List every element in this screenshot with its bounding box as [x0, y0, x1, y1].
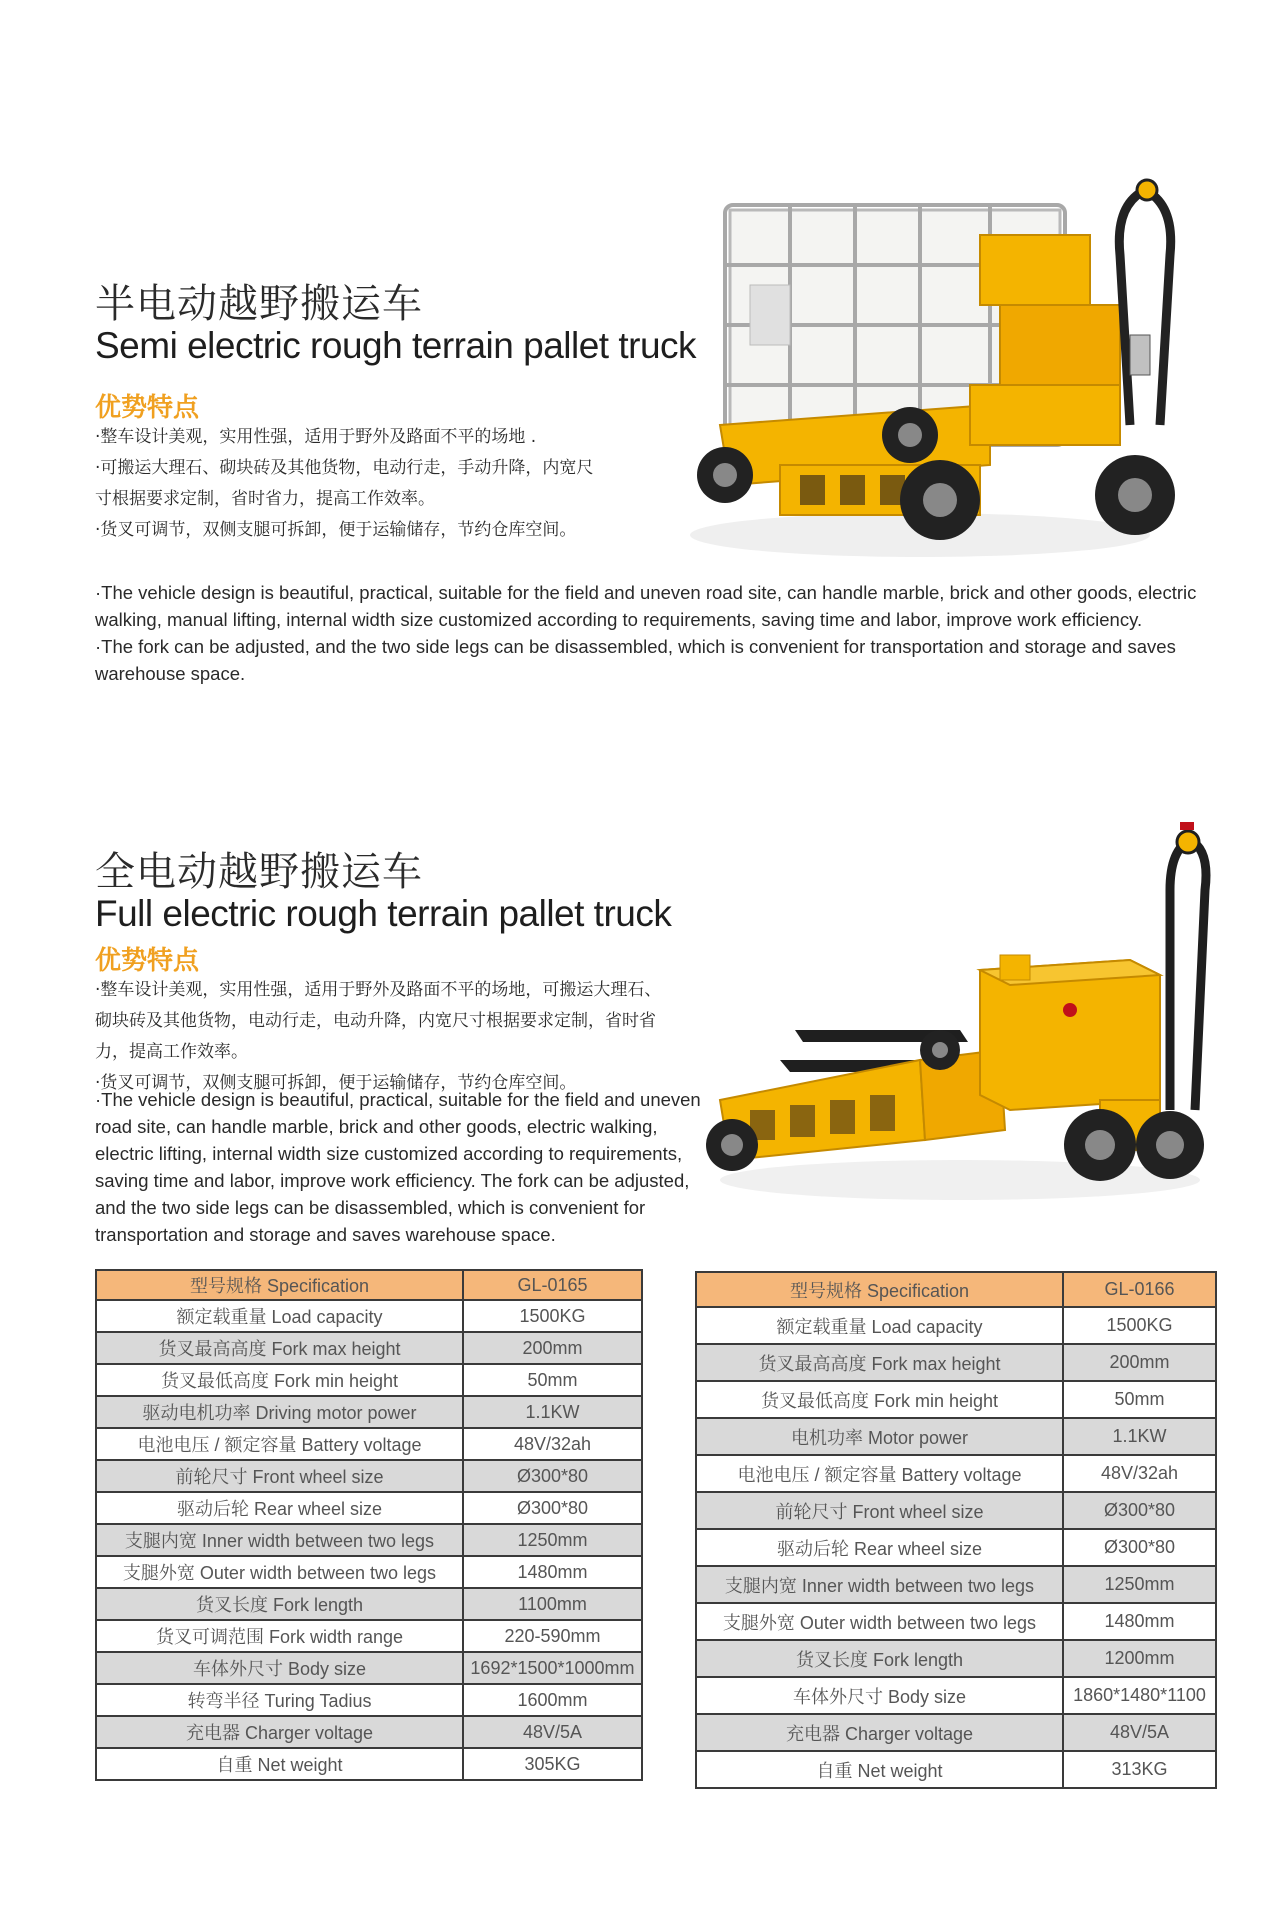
spec-label: 货叉最低高度 Fork min height — [96, 1364, 463, 1396]
product1-cn-line: 寸根据要求定制，省时省力，提高工作效率。 — [95, 489, 435, 509]
spec-value: Ø300*80 — [463, 1492, 642, 1524]
product2-title-en: Full electric rough terrain pallet truck — [95, 893, 672, 934]
spec-value: 48V/5A — [1063, 1714, 1216, 1751]
spec-value: 200mm — [463, 1332, 642, 1364]
spec-value: 48V/32ah — [1063, 1455, 1216, 1492]
spec-value: 1480mm — [1063, 1603, 1216, 1640]
spec-value: Ø300*80 — [1063, 1492, 1216, 1529]
table-row — [96, 1652, 642, 1684]
product2-en-line: road site, can handle marble, brick and other goods, electric walking, — [95, 1116, 658, 1137]
spec-label: 自重 Net weight — [96, 1748, 463, 1780]
spec-label: 支腿内宽 Inner width between two legs — [696, 1566, 1063, 1603]
table-row — [96, 1716, 642, 1748]
table-row — [696, 1307, 1216, 1344]
spec-value: 1250mm — [463, 1524, 642, 1556]
table-row — [696, 1677, 1216, 1714]
spec-value: 1100mm — [463, 1588, 642, 1620]
product1-en-line: warehouse space. — [95, 663, 246, 684]
spec-value: 305KG — [463, 1748, 642, 1780]
table-row — [96, 1748, 642, 1780]
spec-label: 自重 Net weight — [696, 1751, 1063, 1788]
spec-value: 50mm — [463, 1364, 642, 1396]
product2-en-description — [95, 1086, 715, 1248]
product2-truck-image — [700, 810, 1220, 1210]
table-row — [96, 1300, 642, 1332]
table-row — [696, 1344, 1216, 1381]
spec-label: 车体外尺寸 Body size — [696, 1677, 1063, 1714]
spec-table-gl-0165 — [95, 1269, 643, 1781]
table-row — [696, 1455, 1216, 1492]
product2-cn-description — [95, 975, 715, 1099]
spec-value: 1692*1500*1000mm — [463, 1652, 642, 1684]
spec-table-gl-0166 — [695, 1271, 1217, 1789]
spec-value: 48V/32ah — [463, 1428, 642, 1460]
spec-label: 支腿内宽 Inner width between two legs — [96, 1524, 463, 1556]
table-row — [696, 1492, 1216, 1529]
product2-cn-line: ·整车设计美观，实用性强，适用于野外及路面不平的场地，可搬运大理石、 — [95, 980, 662, 1000]
spec-label: 充电器 Charger voltage — [696, 1714, 1063, 1751]
spec-label: 电机功率 Motor power — [696, 1418, 1063, 1455]
product1-title-cn: 半电动越野搬运车 — [95, 281, 423, 327]
table-row — [96, 1364, 642, 1396]
spec-value: 220-590mm — [463, 1620, 642, 1652]
spec-value: 1480mm — [463, 1556, 642, 1588]
spec-label: 驱动电机功率 Driving motor power — [96, 1396, 463, 1428]
product2-cn-line: 力，提高工作效率。 — [95, 1042, 248, 1062]
product2-title-cn: 全电动越野搬运车 — [95, 849, 423, 895]
product2-en-line: saving time and labor, improve work efficiency. The fork can be adjusted, — [95, 1170, 690, 1191]
spec-value: 1860*1480*1100 — [1063, 1677, 1216, 1714]
product2-cn-line: 砌块砖及其他货物，电动行走，电动升降，内宽尺寸根据要求定制，省时省 — [95, 1011, 656, 1031]
spec-label: 货叉可调范围 Fork width range — [96, 1620, 463, 1652]
table-row — [96, 1620, 642, 1652]
product2-en-line: and the two side legs can be disassembled, which is convenient for — [95, 1197, 646, 1218]
product2-cn-line: ·货叉可调节，双侧支腿可拆卸，便于运输储存，节约仓库空间。 — [95, 1073, 577, 1093]
product1-en-line: walking, manual lifting, internal width size customized according to requirements, saving time and labor, improve work efficiency. — [95, 609, 1143, 630]
spec-label: 支腿外宽 Outer width between two legs — [96, 1556, 463, 1588]
spec-label: 转弯半径 Turing Tadius — [96, 1684, 463, 1716]
product1-en-line: ·The vehicle design is beautiful, practical, suitable for the field and uneven road site, can handle marble, brick and other goods, electric — [95, 582, 1197, 603]
table-row — [96, 1556, 642, 1588]
spec-header-label: 型号规格 Specification — [96, 1270, 463, 1300]
product1-title-en: Semi electric rough terrain pallet truck — [95, 325, 697, 366]
table-row — [96, 1588, 642, 1620]
spec-value: 1200mm — [1063, 1640, 1216, 1677]
spec-value: 1.1KW — [463, 1396, 642, 1428]
table-row — [696, 1751, 1216, 1788]
spec-header-label: 型号规格 Specification — [696, 1272, 1063, 1307]
table-row — [696, 1566, 1216, 1603]
spec-label: 前轮尺寸 Front wheel size — [696, 1492, 1063, 1529]
product2-advantages-heading: 优势特点 — [95, 946, 200, 976]
spec-label: 电池电压 / 额定容量 Battery voltage — [696, 1455, 1063, 1492]
table-row — [696, 1381, 1216, 1418]
product1-cn-line: ·可搬运大理石、砌块砖及其他货物，电动行走，手动升降，内宽尺 — [95, 458, 594, 478]
product2-en-line: electric lifting, internal width size customized according to requirements, — [95, 1143, 683, 1164]
product1-cn-line: ·货叉可调节，双侧支腿可拆卸，便于运输储存，节约仓库空间。 — [95, 520, 577, 540]
table-row — [96, 1460, 642, 1492]
spec-label: 充电器 Charger voltage — [96, 1716, 463, 1748]
spec-label: 支腿外宽 Outer width between two legs — [696, 1603, 1063, 1640]
spec-label: 驱动后轮 Rear wheel size — [696, 1529, 1063, 1566]
spec-label: 货叉长度 Fork length — [96, 1588, 463, 1620]
table-row — [96, 1684, 642, 1716]
product1-en-line: ·The fork can be adjusted, and the two side legs can be disassembled, which is convenient for transportation and storage and saves — [95, 636, 1176, 657]
product1-cn-line: ·整车设计美观，实用性强，适用于野外及路面不平的场地 . — [95, 427, 537, 447]
table-row — [96, 1492, 642, 1524]
spec-value: 48V/5A — [463, 1716, 642, 1748]
model-header: GL-0165 — [463, 1270, 642, 1300]
model-header: GL-0166 — [1063, 1272, 1216, 1307]
table-row — [96, 1332, 642, 1364]
spec-label: 货叉长度 Fork length — [696, 1640, 1063, 1677]
product1-advantages-heading: 优势特点 — [95, 393, 200, 423]
spec-label: 前轮尺寸 Front wheel size — [96, 1460, 463, 1492]
spec-value: 200mm — [1063, 1344, 1216, 1381]
table-row — [696, 1640, 1216, 1677]
table-row — [96, 1524, 642, 1556]
table-row — [96, 1428, 642, 1460]
spec-value: 50mm — [1063, 1381, 1216, 1418]
product1-en-description — [95, 579, 1215, 687]
product2-en-line: ·The vehicle design is beautiful, practical, suitable for the field and uneven — [95, 1089, 701, 1110]
spec-value: 1500KG — [1063, 1307, 1216, 1344]
spec-label: 额定载重量 Load capacity — [696, 1307, 1063, 1344]
spec-value: 1600mm — [463, 1684, 642, 1716]
product2-en-line: transportation and storage and saves warehouse space. — [95, 1224, 556, 1245]
table-row — [696, 1529, 1216, 1566]
spec-label: 货叉最高高度 Fork max height — [96, 1332, 463, 1364]
table-header-row — [96, 1270, 642, 1300]
spec-label: 电池电压 / 额定容量 Battery voltage — [96, 1428, 463, 1460]
table-row — [696, 1603, 1216, 1640]
spec-label: 车体外尺寸 Body size — [96, 1652, 463, 1684]
product1-truck-image — [690, 165, 1210, 565]
spec-value: Ø300*80 — [1063, 1529, 1216, 1566]
table-row — [696, 1714, 1216, 1751]
spec-label: 额定载重量 Load capacity — [96, 1300, 463, 1332]
spec-value: 1500KG — [463, 1300, 642, 1332]
spec-value: Ø300*80 — [463, 1460, 642, 1492]
table-row — [696, 1418, 1216, 1455]
spec-label: 驱动后轮 Rear wheel size — [96, 1492, 463, 1524]
spec-label: 货叉最低高度 Fork min height — [696, 1381, 1063, 1418]
spec-label: 货叉最高高度 Fork max height — [696, 1344, 1063, 1381]
table-row — [96, 1396, 642, 1428]
spec-value: 1250mm — [1063, 1566, 1216, 1603]
spec-value: 1.1KW — [1063, 1418, 1216, 1455]
table-header-row — [696, 1272, 1216, 1307]
spec-value: 313KG — [1063, 1751, 1216, 1788]
product1-cn-description — [95, 422, 695, 546]
